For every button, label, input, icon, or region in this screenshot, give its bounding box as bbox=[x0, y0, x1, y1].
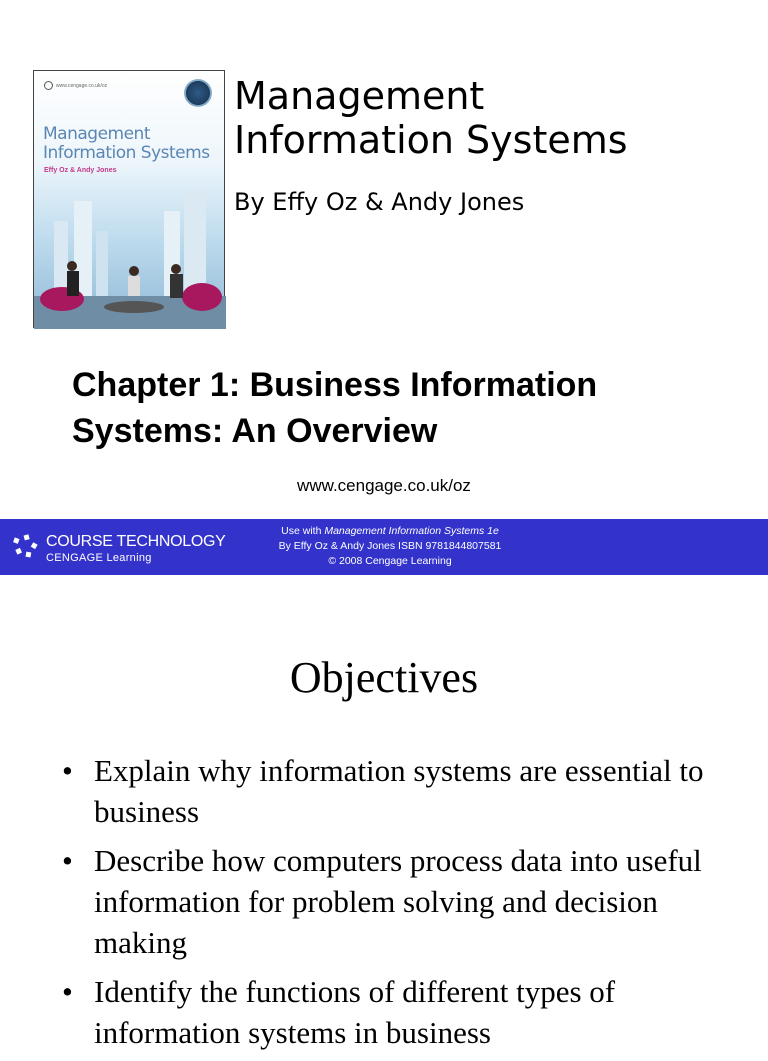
footer-banner bbox=[0, 519, 768, 575]
objectives-list bbox=[62, 750, 742, 1061]
presentation-title: Management Information Systems bbox=[234, 74, 628, 162]
course-technology-logo-icon bbox=[12, 534, 40, 560]
book-cover-image bbox=[33, 70, 225, 328]
cover-authors: Effy Oz & Andy Jones bbox=[44, 167, 117, 174]
website-url: www.cengage.co.uk/oz bbox=[297, 476, 471, 495]
authors-byline: By Effy Oz & Andy Jones bbox=[234, 188, 525, 216]
objectives-title: Objectives bbox=[289, 653, 479, 702]
bullet-icon: • bbox=[62, 843, 73, 878]
bullet-icon: • bbox=[62, 974, 73, 1009]
bullet-icon: • bbox=[62, 753, 73, 788]
brand-name: COURSE TECHNOLOGY bbox=[46, 533, 226, 550]
list-item: • Explain why information systems are essential to business bbox=[62, 750, 742, 832]
isbn-line: By Effy Oz & Andy Jones ISBN 9781844807581 bbox=[278, 540, 502, 552]
list-item: • Identify the functions of different types of information systems in business bbox=[62, 971, 742, 1053]
book-title: Management Information Systems 1e bbox=[324, 525, 499, 537]
chapter-title: Chapter 1: Business Information Systems: An Overview bbox=[72, 366, 598, 450]
cover-url: www.cengage.co.uk/oz bbox=[56, 83, 108, 89]
copyright-line: © 2008 Cengage Learning bbox=[328, 555, 452, 567]
brand-subtitle: CENGAGE Learning bbox=[46, 552, 152, 564]
cover-photo-illustration bbox=[34, 71, 226, 329]
list-item: • Describe how computers process data into useful information for problem solving and decision making bbox=[62, 840, 742, 963]
cover-title: Management Information Systems bbox=[43, 124, 210, 163]
footer-citation: Use with Management Information Systems 1e By Effy Oz & Andy Jones ISBN 9781844807581 © 2008 Cengage Learning bbox=[240, 524, 540, 569]
objectives-slide bbox=[0, 590, 768, 1050]
